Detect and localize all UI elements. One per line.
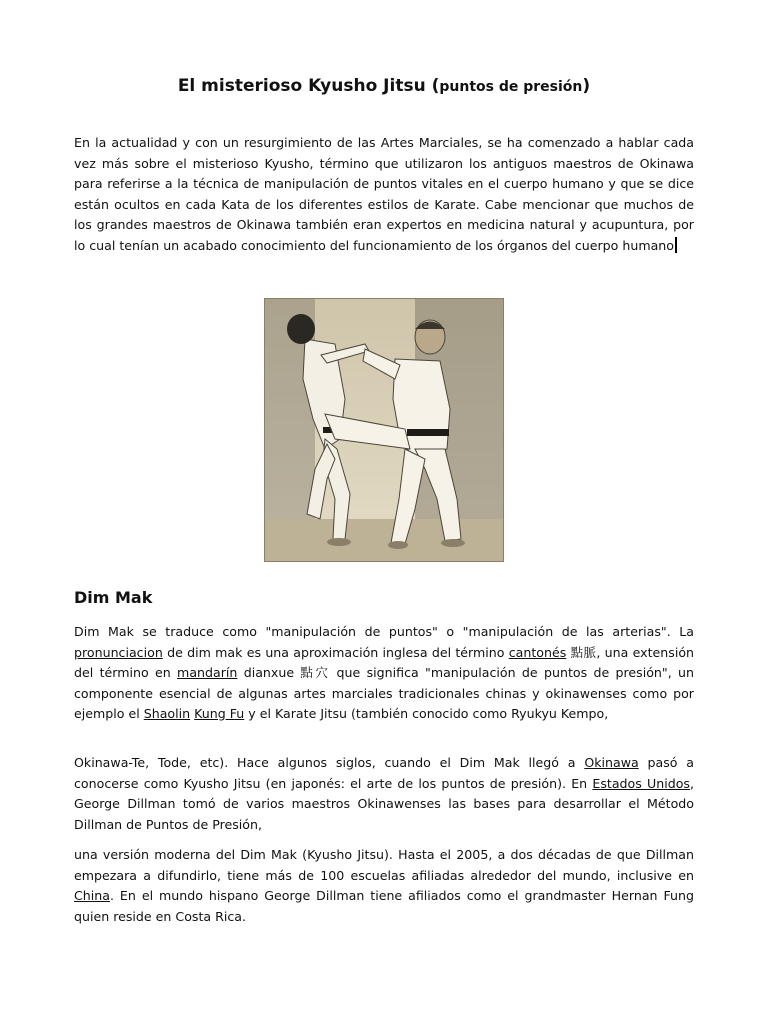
title-close-paren: ) bbox=[582, 76, 591, 96]
karate-photo bbox=[264, 298, 504, 562]
dim-mak-paragraph-3 bbox=[74, 845, 694, 927]
p2-text-2: de dim mak es una aproximación inglesa del término bbox=[162, 644, 509, 660]
link-china[interactable]: China bbox=[74, 888, 110, 903]
link-cantones[interactable]: cantonés bbox=[508, 644, 567, 660]
link-kung-fu[interactable]: Kung Fu bbox=[194, 706, 245, 721]
text-cursor bbox=[675, 237, 677, 253]
p3-text-3: , George Dillman tomó de varios maestros Okinawenses las bases para desarrollar el Método Dillman de Puntos de Presión, bbox=[74, 775, 694, 832]
title-main-text: El misterioso Kyusho Jitsu ( bbox=[177, 76, 440, 96]
dim-mak-paragraph-1 bbox=[74, 622, 694, 725]
link-estados-unidos[interactable]: Estados Unidos bbox=[592, 775, 690, 791]
page-title bbox=[0, 75, 768, 98]
karate-photo-illustration bbox=[265, 299, 503, 561]
link-mandarin[interactable]: mandarín bbox=[177, 665, 238, 680]
p2-text-6: y el Karate Jitsu (también conocido como Ryukyu Kempo, bbox=[244, 706, 609, 721]
p4-text-2: . En el mundo hispano George Dillman tiene afiliados como el grandmaster Hernan Fung quien reside en Costa Rica. bbox=[74, 888, 694, 924]
p4-text-1: una versión moderna del Dim Mak (Kyusho Jitsu). Hasta el 2005, a dos décadas de que Dillman empezara a difundirlo, tiene más de 100 escuelas afiliadas alrededor del mundo, inclusive en bbox=[74, 847, 694, 883]
intro-text: En la actualidad y con un resurgimiento de las Artes Marciales, se ha comenzado a hablar cada vez más sobre el misterioso Kyusho, término que utilizaron los antiguos maestros de Okinawa para referirse a la técnica de manipulación de puntos vitales en el cuerpo humano y que se dice están ocultos en cada Kata de los diferentes estilos de Karate. Cabe mencionar que muchos de los grandes maestros de Okinawa también eran expertos en medicina natural y acupuntura, por lo cual tenían un acabado conocimiento del funcionamiento de los órganos del cuerpo humano bbox=[74, 135, 694, 253]
link-pronunciacion[interactable]: pronunciacion bbox=[74, 644, 163, 660]
link-okinawa[interactable]: Okinawa bbox=[584, 755, 639, 770]
link-shaolin[interactable]: Shaolin bbox=[143, 706, 191, 721]
title-subtitle-text: puntos de presión bbox=[439, 79, 583, 95]
dim-mak-paragraph-2 bbox=[74, 753, 694, 835]
p2-text-3: 點脈, una extensión del término en bbox=[74, 644, 694, 680]
section-heading-dim-mak: Dim Mak bbox=[74, 588, 153, 607]
p3-text-2: pasó a conocerse como Kyusho Jitsu (en japonés: el arte de los puntos de presión). En bbox=[74, 755, 695, 791]
p2-text-4: dianxue 點穴 que significa "manipulación de puntos de presión", un componente esencial de algunas artes marciales tradicionales chinas y okinawenses como por ejemplo el bbox=[74, 665, 694, 721]
p3-text-1: Okinawa-Te, Tode, etc). Hace algunos siglos, cuando el Dim Mak llegó a bbox=[74, 755, 585, 770]
intro-paragraph bbox=[74, 133, 694, 256]
p2-text-1: Dim Mak se traduce como "manipulación de puntos" o "manipulación de las arterias". La bbox=[74, 624, 694, 639]
